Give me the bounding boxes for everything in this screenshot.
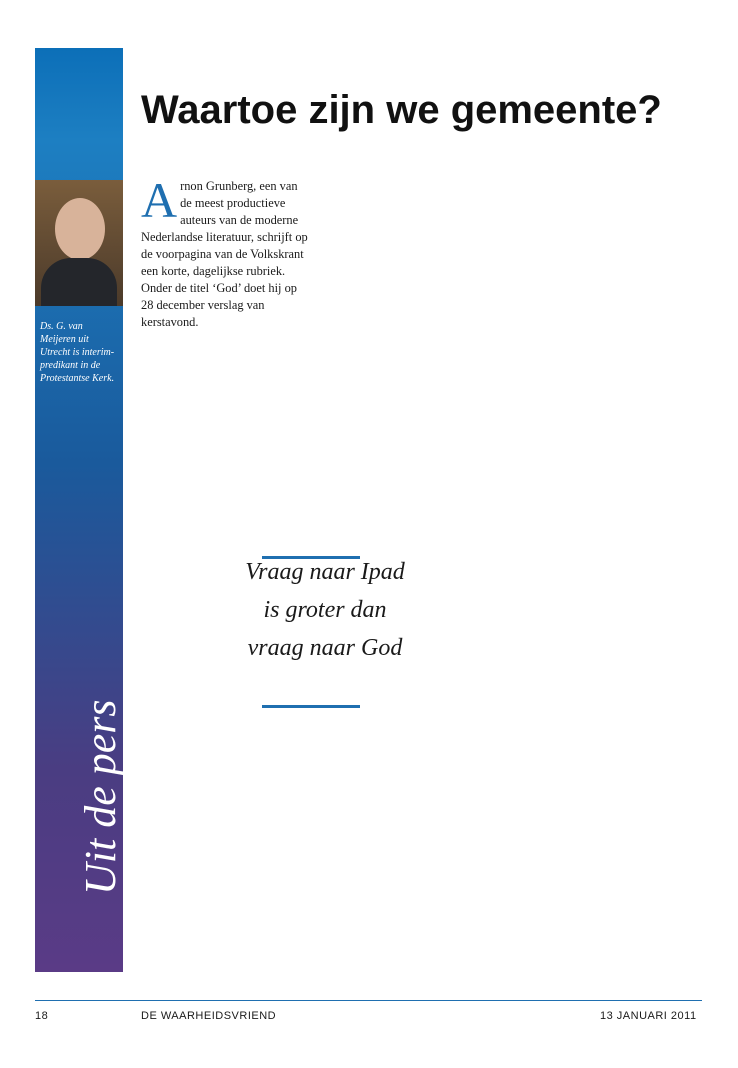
pullquote-line: vraag naar God [247, 635, 403, 661]
c1-paragraph-1: rnon Grunberg, een van de meest productieve auteurs van de moderne Nederlandse literatuur, schrijft op de voorpagina van de Volkskrant een korte, dagelijkse rubriek. Onder de titel ‘God’ doet hij op 28 december verslag van kerstavond. [141, 179, 308, 329]
pullquote-rule-bottom [262, 705, 360, 708]
issue-date: 13 JANUARI 2011 [600, 1010, 697, 1022]
footer-rule [35, 1000, 702, 1001]
headline: Waartoe zijn we gemeente? [141, 88, 662, 132]
magazine-name: DE WAARHEIDSVRIEND [141, 1010, 277, 1022]
author-photo [35, 180, 123, 306]
photo-caption: Ds. G. van Meijeren uit Utrecht is interim-predikant in de Protestantse Kerk. [40, 321, 115, 384]
column-1 [141, 172, 311, 340]
page-number: 18 [35, 1010, 49, 1022]
pullquote [230, 553, 420, 667]
pullquote-line: Vraag naar Ipad [245, 559, 405, 585]
section-label: Uit de pers [76, 699, 125, 895]
dropcap: A [141, 172, 178, 228]
pullquote-line: is groter dan [263, 597, 387, 623]
